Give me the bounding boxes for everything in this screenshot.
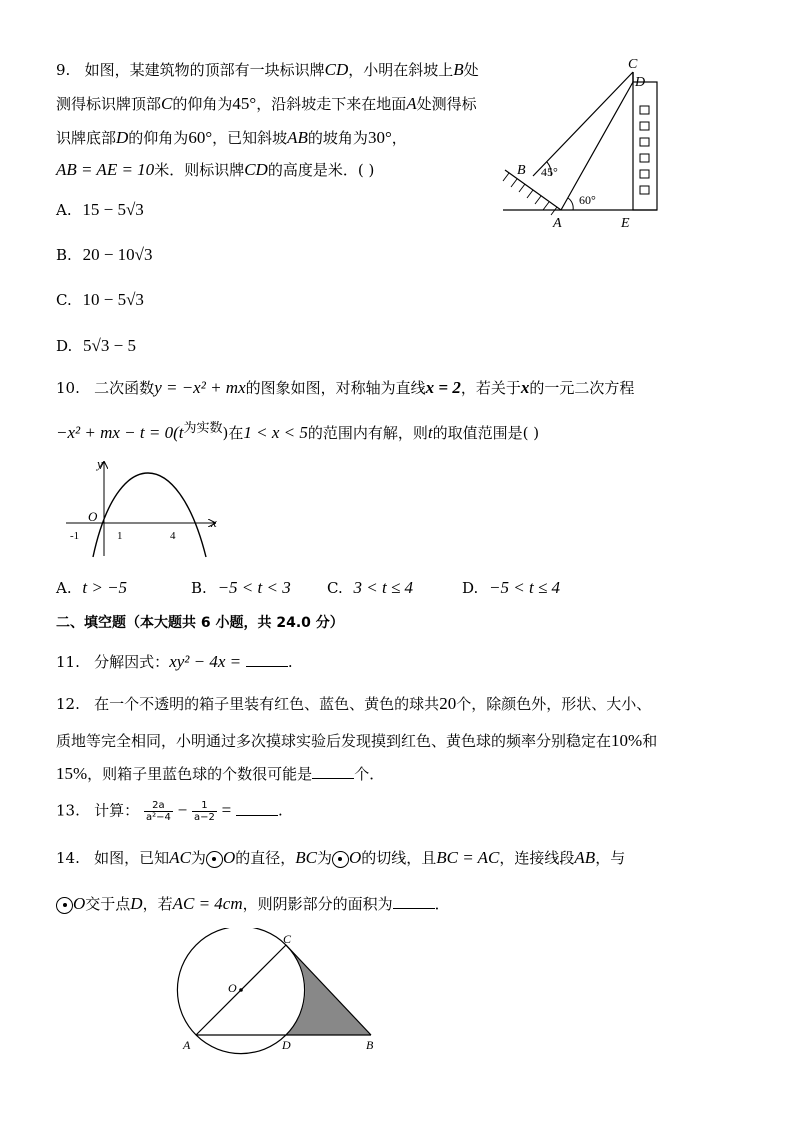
q10-option-b[interactable]: [191, 578, 291, 598]
text: 计算：: [94, 801, 140, 820]
option-value: 3 < t ≤ 4: [353, 578, 414, 597]
math: 10%: [611, 731, 643, 750]
question-number: 14.: [56, 849, 80, 867]
math: x: [520, 378, 530, 397]
text: 的一元二次方程: [529, 379, 635, 397]
math: 45°: [232, 94, 257, 113]
q12-line-2: [56, 731, 657, 751]
math: D: [130, 894, 143, 913]
label-a: A: [553, 216, 562, 231]
text: 和: [642, 732, 658, 750]
text: 个．: [354, 765, 385, 783]
text: 质地等完全相同，小明通过多次摸球实验后发现摸到红色、黄色球的频率分别稳定在: [56, 732, 612, 750]
question-11: [56, 652, 293, 672]
math: O: [222, 848, 236, 867]
option-label: D.: [462, 579, 479, 597]
math: 30°: [367, 128, 392, 147]
text: 的图象如图，对称轴为直线: [245, 379, 426, 397]
answer-blank[interactable]: [393, 894, 435, 909]
q10-line-1: [56, 378, 634, 398]
math: AC = 4cm: [172, 894, 243, 913]
text: ．: [434, 895, 450, 913]
option-label: C.: [327, 579, 343, 597]
math: y = −x² + mx: [154, 378, 246, 397]
text: ，已知斜坡: [212, 129, 288, 147]
text: 为: [190, 849, 206, 867]
question-number: 10.: [56, 379, 80, 397]
text: 的坡角为: [307, 129, 368, 147]
question-13: [56, 800, 283, 823]
math: AB: [574, 848, 596, 867]
q12-line-3: [56, 764, 384, 784]
text: ，与: [595, 849, 626, 867]
label-c: C: [628, 57, 638, 72]
text: 个，除颜色外，形状、大小、: [456, 695, 652, 713]
math: 15%: [56, 764, 88, 783]
denominator: a²−4: [145, 812, 171, 823]
math: CD: [324, 60, 349, 79]
math: −x² + mx − t = 0(: [56, 423, 179, 442]
text: 的仰角为: [128, 129, 189, 147]
option-label: C.: [56, 291, 72, 309]
text: 如图，某建筑物的顶部有一块标识牌: [84, 61, 325, 79]
math: A: [406, 94, 417, 113]
text: 二次函数: [94, 379, 155, 397]
label-d: D: [635, 75, 646, 90]
math: O: [348, 848, 362, 867]
question-number: 9.: [56, 61, 71, 79]
text: ，连接线段: [499, 849, 575, 867]
sight-line-ad: [561, 82, 633, 210]
text: ，则箱子里蓝色球的个数很可能是: [87, 765, 313, 783]
math: D: [116, 128, 129, 147]
fraction-1: [144, 800, 173, 823]
text: .: [278, 801, 283, 820]
slope-hatching: [503, 173, 557, 215]
label-o: O: [228, 981, 237, 995]
text: 在一个不透明的箱子里装有红色、蓝色、黄色的球共: [94, 695, 440, 713]
math: BC = AC: [436, 848, 500, 867]
math: −: [177, 800, 188, 820]
label-angle-60: 60°: [579, 193, 596, 207]
tick-4: 4: [170, 530, 176, 542]
text: 的范围内有解，则: [307, 424, 428, 442]
option-value: 20 − 10√3: [82, 245, 153, 264]
building-windows: [640, 106, 649, 194]
option-label: B.: [191, 579, 207, 597]
math: BC: [295, 848, 317, 867]
text: ，小明在斜坡上: [348, 61, 454, 79]
text: 如图，已知: [94, 849, 170, 867]
text: 的切线，且: [361, 849, 437, 867]
q9-figure: [495, 52, 675, 232]
label-a: A: [183, 1038, 191, 1052]
math: CD: [244, 160, 268, 179]
q9-option-a[interactable]: [56, 200, 144, 220]
denominator: a−2: [194, 812, 215, 823]
parabola-curve: [93, 473, 206, 557]
sight-line-bc: [533, 72, 633, 176]
math: B: [453, 60, 464, 79]
answer-blank[interactable]: [312, 764, 354, 779]
text: ，则阴影部分的面积为: [242, 895, 393, 913]
text: 测得标识牌顶部: [56, 95, 162, 113]
text: ，沿斜坡走下来在地面: [256, 95, 407, 113]
option-value: 10 − 5√3: [82, 290, 144, 309]
text: 的直径，: [235, 849, 296, 867]
text: )在: [222, 424, 244, 442]
q14-line-1: [56, 848, 625, 868]
text: 分解因式：: [94, 653, 170, 671]
math: 20: [439, 694, 457, 713]
option-value: −5 < t < 3: [217, 578, 291, 597]
label-x: x: [211, 515, 217, 530]
label-b: B: [366, 1038, 374, 1052]
option-label: A.: [56, 579, 72, 597]
q9-option-c[interactable]: [56, 290, 144, 310]
label-e: E: [621, 216, 630, 231]
question-number: 13.: [56, 801, 80, 820]
math: C: [161, 94, 173, 113]
label-b: B: [517, 163, 526, 178]
math: AB = AE = 10: [56, 160, 155, 179]
text: 的高度是米．( ): [267, 161, 375, 179]
q9-line-1: [56, 60, 479, 80]
label-angle-45: 45°: [541, 165, 558, 179]
fraction-2: [192, 800, 217, 823]
circle-dot-icon: [56, 897, 73, 914]
text: 识牌底部: [56, 129, 117, 147]
q14-line-2: [56, 894, 450, 914]
q10-line-2: [56, 421, 539, 443]
q9-line-4: [56, 160, 374, 180]
option-value: t > −5: [82, 578, 128, 597]
math: t: [427, 423, 433, 442]
text: 的仰角为: [172, 95, 233, 113]
math: 1 < x < 5: [243, 423, 308, 442]
option-value: 15 − 5√3: [82, 200, 144, 219]
q10-option-c[interactable]: [327, 578, 413, 598]
q9-option-b[interactable]: [56, 245, 153, 265]
math: 60°: [188, 128, 213, 147]
q14-figure: [170, 928, 385, 1058]
q12-line-1: [56, 694, 651, 714]
text: ，: [391, 129, 407, 147]
math: xy² − 4x =: [169, 652, 242, 671]
answer-blank[interactable]: [246, 652, 288, 667]
q10-option-a[interactable]: [56, 578, 127, 598]
text: 交于点: [85, 895, 131, 913]
text: .: [287, 653, 293, 671]
question-number: 11.: [56, 653, 80, 671]
text: 的取值范围是( ): [432, 424, 540, 442]
text: ，若: [142, 895, 173, 913]
center-point: [239, 988, 243, 992]
q10-graph: [60, 456, 225, 560]
text: 处: [463, 61, 479, 79]
text: 为实数: [183, 421, 223, 436]
option-label: A.: [56, 201, 72, 219]
text: 处测得标: [416, 95, 477, 113]
tick-1: 1: [117, 530, 123, 542]
option-label: B.: [56, 246, 72, 264]
math: AB: [287, 128, 308, 147]
tick-neg1: -1: [70, 530, 80, 542]
option-value: 5√3 − 5: [83, 336, 136, 355]
option-label: D.: [56, 337, 73, 355]
angle-60-arc: [568, 198, 573, 210]
text: ，若关于: [460, 379, 521, 397]
q9-line-3: [56, 128, 407, 148]
numerator: 1: [192, 800, 217, 812]
label-d: D: [282, 1038, 291, 1052]
math: AC: [169, 848, 191, 867]
option-value: −5 < t ≤ 4: [489, 578, 561, 597]
numerator: 2a: [144, 800, 173, 812]
label-origin: O: [88, 509, 98, 524]
circle-dot-icon: [332, 851, 349, 868]
text: 米．则标识牌: [154, 161, 245, 179]
math: x = 2: [425, 378, 461, 397]
answer-blank[interactable]: [236, 801, 278, 816]
label-y: y: [97, 456, 103, 471]
circle-dot-icon: [206, 851, 223, 868]
q9-line-2: [56, 94, 477, 114]
q9-option-d[interactable]: [56, 336, 136, 356]
text: 为: [316, 849, 332, 867]
label-c: C: [283, 932, 292, 946]
math: =: [221, 800, 232, 820]
math: t: [178, 423, 184, 442]
math: O: [73, 894, 86, 913]
section-title: 二、填空题（本大题共 6 小题，共 24.0 分）: [56, 615, 344, 631]
q10-option-d[interactable]: [462, 578, 560, 598]
question-number: 12.: [56, 695, 80, 713]
